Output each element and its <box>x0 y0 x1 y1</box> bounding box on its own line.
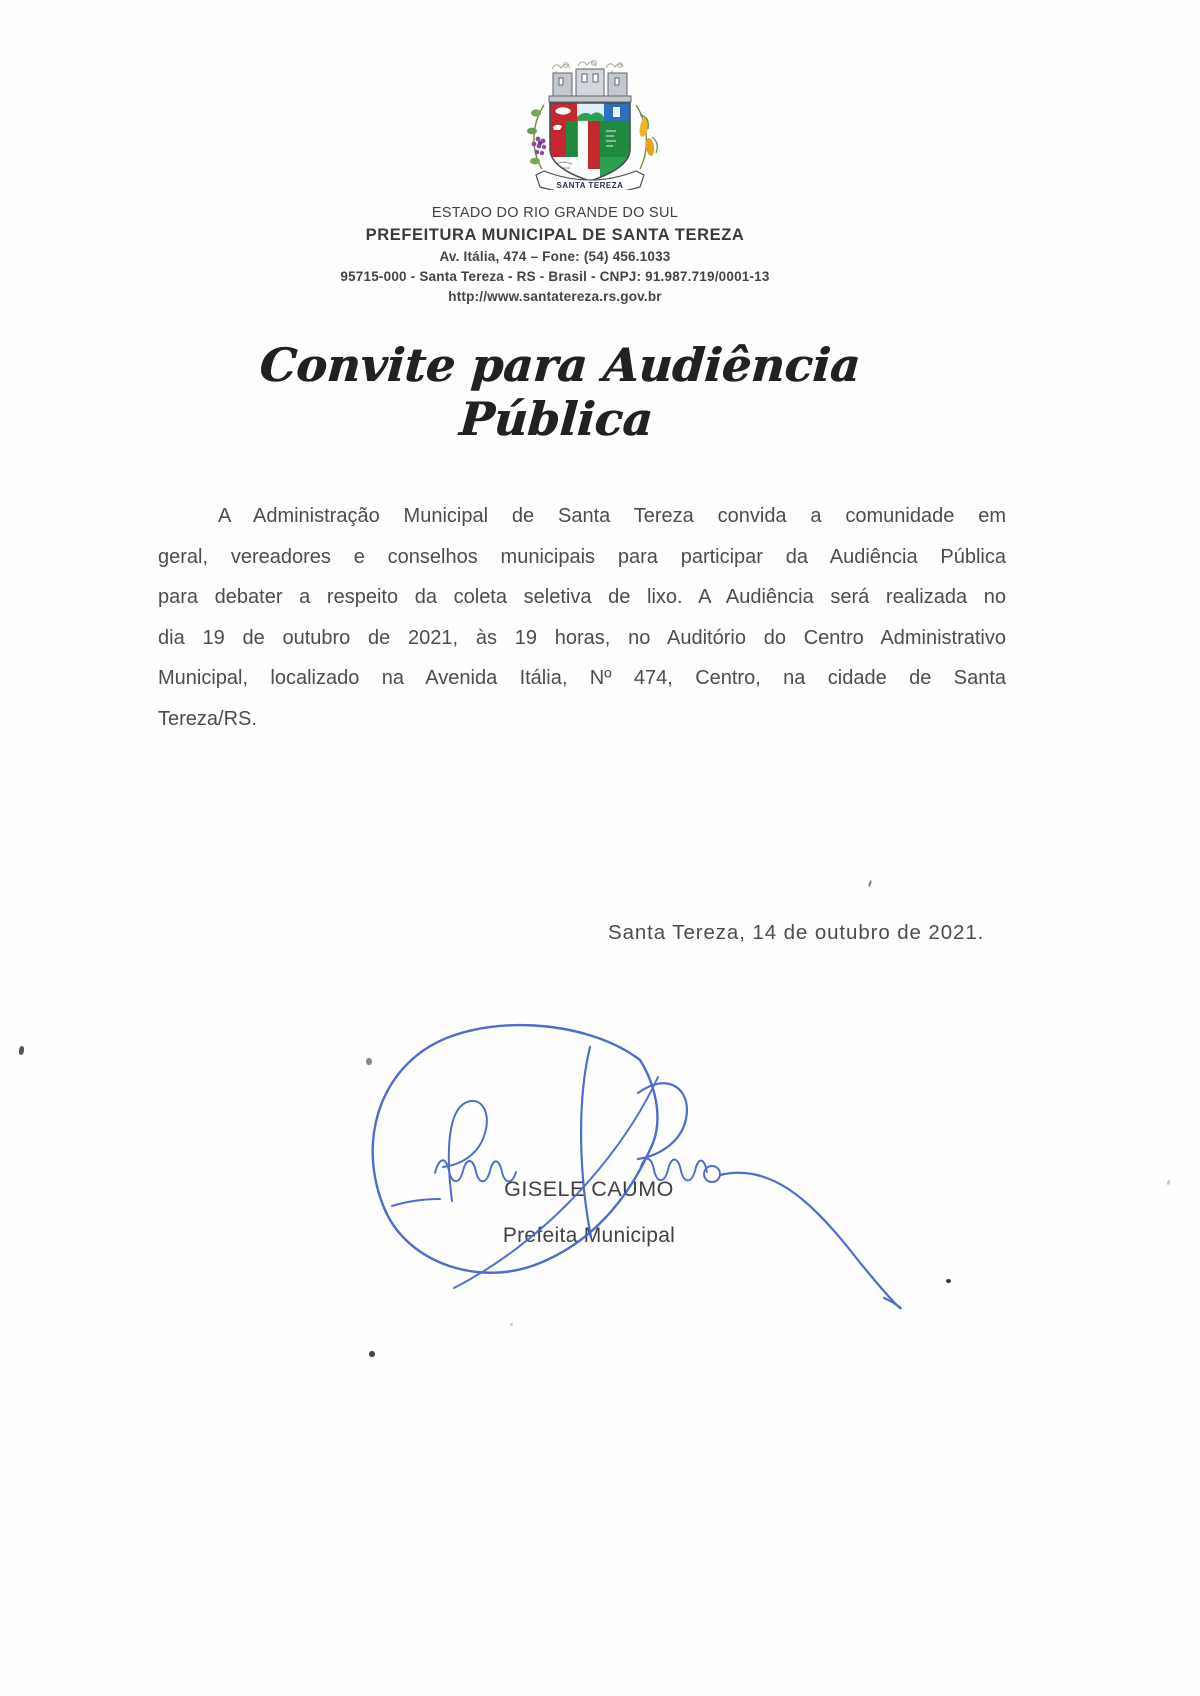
scan-speck <box>510 1323 513 1326</box>
body-line: para debater a respeito da coleta seletiva de lixo. A Audiência será realizada no <box>158 586 1006 608</box>
body-line: dia 19 de outubro de 2021, às 19 horas, no Auditório do Centro Administrativo <box>158 626 1006 649</box>
date-line: Santa Tereza, 14 de outubro de 2021. <box>608 921 985 944</box>
signer-name: GISELE CAUMO <box>504 1177 674 1201</box>
crest-corn-icon <box>636 105 657 169</box>
body-line: Tereza/RS. <box>158 707 257 730</box>
scan-speck <box>1166 1180 1171 1186</box>
body-line: Municipal, localizado na Avenida Itália, Nº 474, Centro, na cidade de Santa <box>158 667 1006 689</box>
signer-role: Prefeita Municipal <box>502 1224 676 1247</box>
letterhead-state: ESTADO DO RIO GRANDE DO SUL <box>431 205 679 221</box>
letterhead <box>155 203 955 307</box>
letterhead-address-phone: Av. Itália, 474 – Fone: (54) 456.1033 <box>439 249 671 264</box>
body-paragraph <box>158 496 1006 739</box>
letterhead-website: http://www.santatereza.rs.gov.br <box>448 289 662 304</box>
coat-of-arms <box>520 56 660 190</box>
crest-banner-text: SANTA TEREZA <box>556 181 624 190</box>
body-line: geral, vereadores e conselhos municipais para participar da Audiência Pública <box>158 545 1006 568</box>
scan-speck <box>868 880 872 887</box>
letterhead-cep-cnpj: 95715-000 - Santa Tereza - RS - Brasil - CNPJ: 91.987.719/0001-13 <box>340 269 770 284</box>
scan-speck <box>368 1350 376 1358</box>
signature-block <box>439 1177 739 1248</box>
signature-ink-icon <box>340 1005 960 1335</box>
crest-grapes-icon <box>527 105 546 169</box>
crest-crown-icon <box>549 69 631 102</box>
letterhead-municipality: PREFEITURA MUNICIPAL DE SANTA TEREZA <box>365 226 745 244</box>
scan-speck <box>946 1279 951 1283</box>
body-line: A Administração Municipal de Santa Tereza convida a comunidade em <box>218 505 1006 527</box>
crest-shield-icon <box>550 103 630 183</box>
scan-speck <box>366 1058 372 1065</box>
document-title: Convite para Audiência Pública <box>257 338 862 446</box>
scan-speck <box>18 1046 24 1056</box>
